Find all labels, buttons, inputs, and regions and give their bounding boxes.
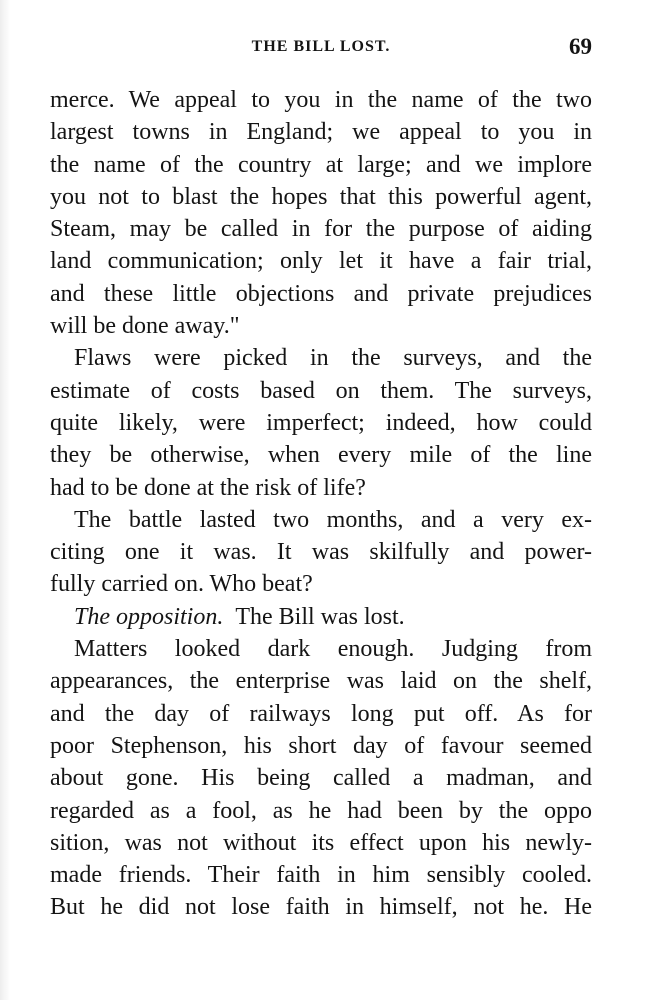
text-line: largest towns in England; we appeal to you in [50, 119, 592, 146]
italic-phrase: The opposition. [74, 603, 224, 630]
scan-edge-shadow [0, 0, 10, 1000]
text-line: merce. We appeal to you in the name of the two [50, 87, 592, 113]
text-line: had to be done at the risk of life? [50, 474, 366, 501]
text-line: about gone. His being called a madman, and [50, 765, 592, 792]
text-line: you not to blast the hopes that this powerful agent, [50, 183, 592, 210]
text-line: quite likely, were imperfect; indeed, how could [50, 409, 592, 436]
page-number: 69 [569, 34, 592, 59]
text-line: and these little objections and private prejudices [50, 280, 592, 307]
text-fragment: The Bill was lost. [235, 603, 405, 630]
text-line: made friends. Their faith in him sensibly cooled. [50, 862, 592, 889]
text-line: fully carried on. Who beat? [50, 571, 313, 598]
paragraph-first-line: The battle lasted two months, and a very ex- [74, 506, 592, 533]
paragraph-first-line [50, 601, 592, 633]
text-line: the name of the country at large; and we implore [50, 151, 592, 178]
text-line: appearances, the enterprise was laid on the shelf, [50, 668, 592, 695]
text-line: Steam, may be called in for the purpose of aiding [50, 216, 592, 243]
page-header [50, 34, 592, 66]
text-line: land communication; only let it have a fair trial, [50, 248, 592, 275]
text-line: sition, was not without its effect upon his newly- [50, 829, 592, 856]
text-line: estimate of costs based on them. The surveys, [50, 377, 592, 404]
text-line: regarded as a fool, as he had been by the oppo [50, 797, 592, 824]
body-text [50, 84, 592, 924]
paragraph-first-line: Flaws were picked in the surveys, and the [74, 345, 592, 372]
running-title: THE BILL LOST. [251, 38, 391, 55]
text-line: But he did not lose faith in himself, not he. He [50, 894, 592, 921]
text-line: and the day of railways long put off. As for [50, 700, 592, 727]
text-line: they be otherwise, when every mile of the line [50, 442, 592, 469]
text-line: poor Stephenson, his short day of favour seemed [50, 732, 592, 759]
text-line: citing one it was. It was skilfully and power- [50, 539, 592, 566]
text-line: will be done away." [50, 313, 240, 340]
paragraph-first-line: Matters looked dark enough. Judging from [74, 636, 592, 663]
